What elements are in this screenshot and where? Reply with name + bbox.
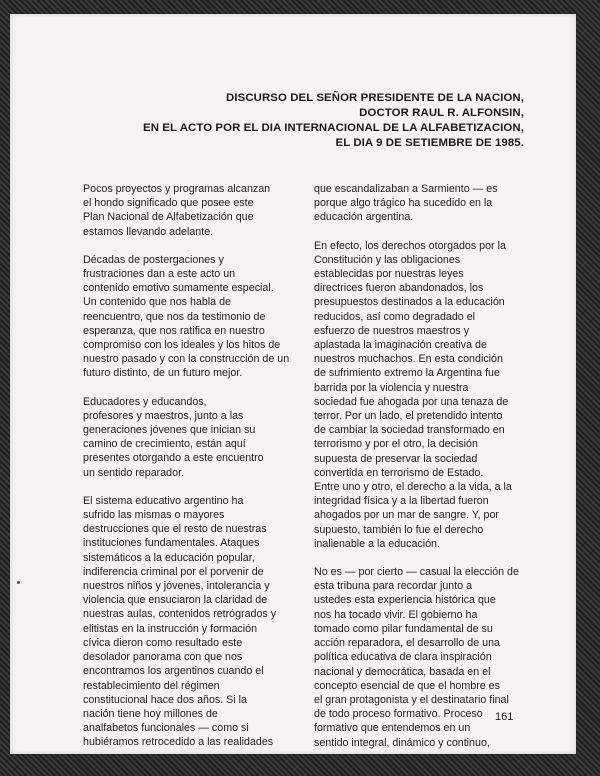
- text-line: Constitución y las obligaciones: [314, 253, 461, 266]
- text-line: presentes otorgando a este encuentro: [83, 452, 264, 465]
- text-line: barrida por la violencia y nuestra: [314, 381, 469, 394]
- paragraph: [83, 494, 323, 750]
- text-line: porque algo trágico ha sucedido en la: [314, 197, 493, 210]
- text-line: ahogados por un mar de sangre. Y, por: [314, 509, 499, 522]
- text-line: Entre uno y otro, el derecho a la vida, a la: [314, 481, 512, 494]
- text-line: nuestro pasado y con la construcción de un: [83, 353, 290, 366]
- left-text-column: [83, 182, 323, 750]
- text-line: Décadas de postergaciones y: [83, 253, 224, 266]
- text-line: el gran protagonista y el destinatario final: [314, 693, 509, 706]
- text-line: nos ha tocado vivir. El gobierno ha: [314, 608, 478, 621]
- text-line: encontramos los argentinos cuando el: [83, 665, 264, 678]
- text-line: sociedad fue ahogada por una tenaza de: [314, 395, 509, 408]
- text-line: supuesto, también lo fue el derecho: [314, 523, 484, 536]
- text-line: acción reparadora, el desarrollo de una: [314, 637, 500, 650]
- text-line: el hondo significado que posee este: [83, 197, 254, 210]
- paragraph: [83, 253, 323, 381]
- text-line: formativo que entendemos en un: [314, 722, 471, 735]
- text-line: directrices fueron abandonados, los: [314, 282, 484, 295]
- text-line: destrucciones que el resto de nuestras: [83, 523, 267, 536]
- scan-speck: [17, 581, 20, 584]
- paragraph: [314, 182, 554, 225]
- text-line: Plan Nacional de Alfabetización que: [83, 211, 254, 224]
- text-line: aplastada la imaginación creativa de: [314, 339, 487, 352]
- text-line: de cambiar la sociedad transformado en: [314, 424, 505, 437]
- text-line: desolador panorama con que nos: [83, 651, 243, 664]
- text-line: terror. Por un lado, el pretendido intento: [314, 410, 503, 423]
- text-line: presupuestos destinados a la educación: [314, 296, 505, 309]
- text-line: estamos llevando adelante.: [83, 225, 214, 238]
- text-line: Pocos proyectos y programas alcanzan: [83, 183, 271, 195]
- text-line: El sistema educativo argentino ha: [83, 494, 244, 507]
- text-line: nuestros niños y jóvenes, intolerancia y: [83, 580, 270, 593]
- text-line: violencia que ensuciaron la claridad de: [83, 594, 268, 607]
- text-line: nuestras aulas, contenidos retrógrados y: [83, 608, 277, 621]
- text-line: compromiso con los ideales y los hitos de: [83, 339, 281, 352]
- text-line: constitucional hace dos años. Si la: [83, 693, 247, 706]
- paragraph: [314, 239, 554, 551]
- text-line: integridad física y a la libertad fueron: [314, 495, 489, 508]
- text-line: establecidas por nuestras leyes: [314, 268, 464, 281]
- text-line: supuesta de preservar la sociedad: [314, 452, 478, 465]
- text-line: educación argentina.: [314, 211, 414, 224]
- text-line: esta tribuna para recordar junto a: [314, 580, 473, 593]
- paragraph: [83, 395, 323, 480]
- text-line: nación tiene hoy millones de: [83, 707, 218, 720]
- text-line: frustraciones dan a este acto un: [83, 268, 236, 281]
- text-line: restablecimiento del régimen: [83, 679, 220, 692]
- text-line: nuestros muchachos. En esta condición: [314, 353, 503, 366]
- text-line: terrorismo y por el otro, la decisión: [314, 438, 478, 451]
- text-line: política educativa de clara inspiración: [314, 651, 492, 664]
- text-line: sentido integral, dinámico y continuo,: [314, 736, 490, 749]
- text-line: Un contenido que nos habla de: [83, 296, 231, 309]
- title-line: EN EL ACTO POR EL DIA INTERNACIONAL DE LA ALFABETIZACION,: [143, 122, 524, 134]
- text-line: nacional y democrática, basada en el: [314, 665, 491, 678]
- text-line: generaciones jóvenes que inician su: [83, 424, 256, 437]
- right-text-column: [314, 182, 554, 750]
- text-line: tomado como pilar fundamental de su: [314, 622, 493, 635]
- text-line: de todo proceso formativo. Proceso: [314, 708, 483, 721]
- text-line: instituciones fundamentales. Ataques: [83, 537, 260, 550]
- text-line: de sufrimiento extremo la Argentina fue: [314, 367, 500, 380]
- text-line: hubiéramos retrocedido a las realidades: [83, 736, 274, 749]
- text-line: esperanza, que nos ratifica en nuestro: [83, 324, 265, 337]
- text-line: convertida en terrorismo de Estado.: [314, 466, 484, 479]
- paragraph: [314, 565, 554, 750]
- text-line: reencuentro, que nos da testimonio de: [83, 310, 266, 323]
- text-line: esfuerzo de nuestros maestros y: [314, 324, 470, 337]
- text-line: indiferencia criminal por el porvenir de: [83, 565, 264, 578]
- title-line: DOCTOR RAUL R. ALFONSIN,: [359, 107, 524, 119]
- paragraph: [83, 182, 323, 239]
- title-line: EL DIA 9 DE SETIEMBRE DE 1985.: [335, 137, 524, 149]
- text-line: Educadores y educandos,: [83, 395, 207, 408]
- text-line: un sentido reparador.: [83, 466, 185, 479]
- text-line: reducidos, así como degradado el: [314, 310, 476, 323]
- text-line: elitistas en la instrucción y formación: [83, 622, 258, 635]
- text-line: inalienable a la educación.: [314, 537, 440, 550]
- text-line: En efecto, los derechos otorgados por la: [314, 239, 506, 252]
- text-line: No es — por cierto — casual la elección de: [314, 566, 519, 579]
- text-line: profesores y maestros, junto a las: [83, 409, 244, 422]
- text-line: concepto esencial de que el hombre es: [314, 679, 500, 692]
- text-line: futuro distinto, de un futuro mejor.: [83, 367, 243, 380]
- text-line: ustedes esta experiencia histórica que: [314, 594, 496, 607]
- text-line: analfabetos funcionales — como si: [83, 722, 249, 735]
- text-line: camino de crecimiento, están aquí: [83, 438, 246, 451]
- text-line: cívica dieron como resultado este: [83, 636, 243, 649]
- document-page: [10, 14, 576, 754]
- page-number: 161: [495, 711, 514, 723]
- title-line: DISCURSO DEL SEÑOR PRESIDENTE DE LA NACION,: [226, 92, 524, 104]
- text-line: sufrido las mismas o mayores: [83, 509, 225, 522]
- speech-title: [143, 91, 524, 151]
- text-line: sistemáticos a la educación popular,: [83, 551, 255, 564]
- text-line: contenido emotivo sumamente especial.: [83, 282, 274, 295]
- text-line: que escandalizaban a Sarmiento — es: [314, 183, 498, 195]
